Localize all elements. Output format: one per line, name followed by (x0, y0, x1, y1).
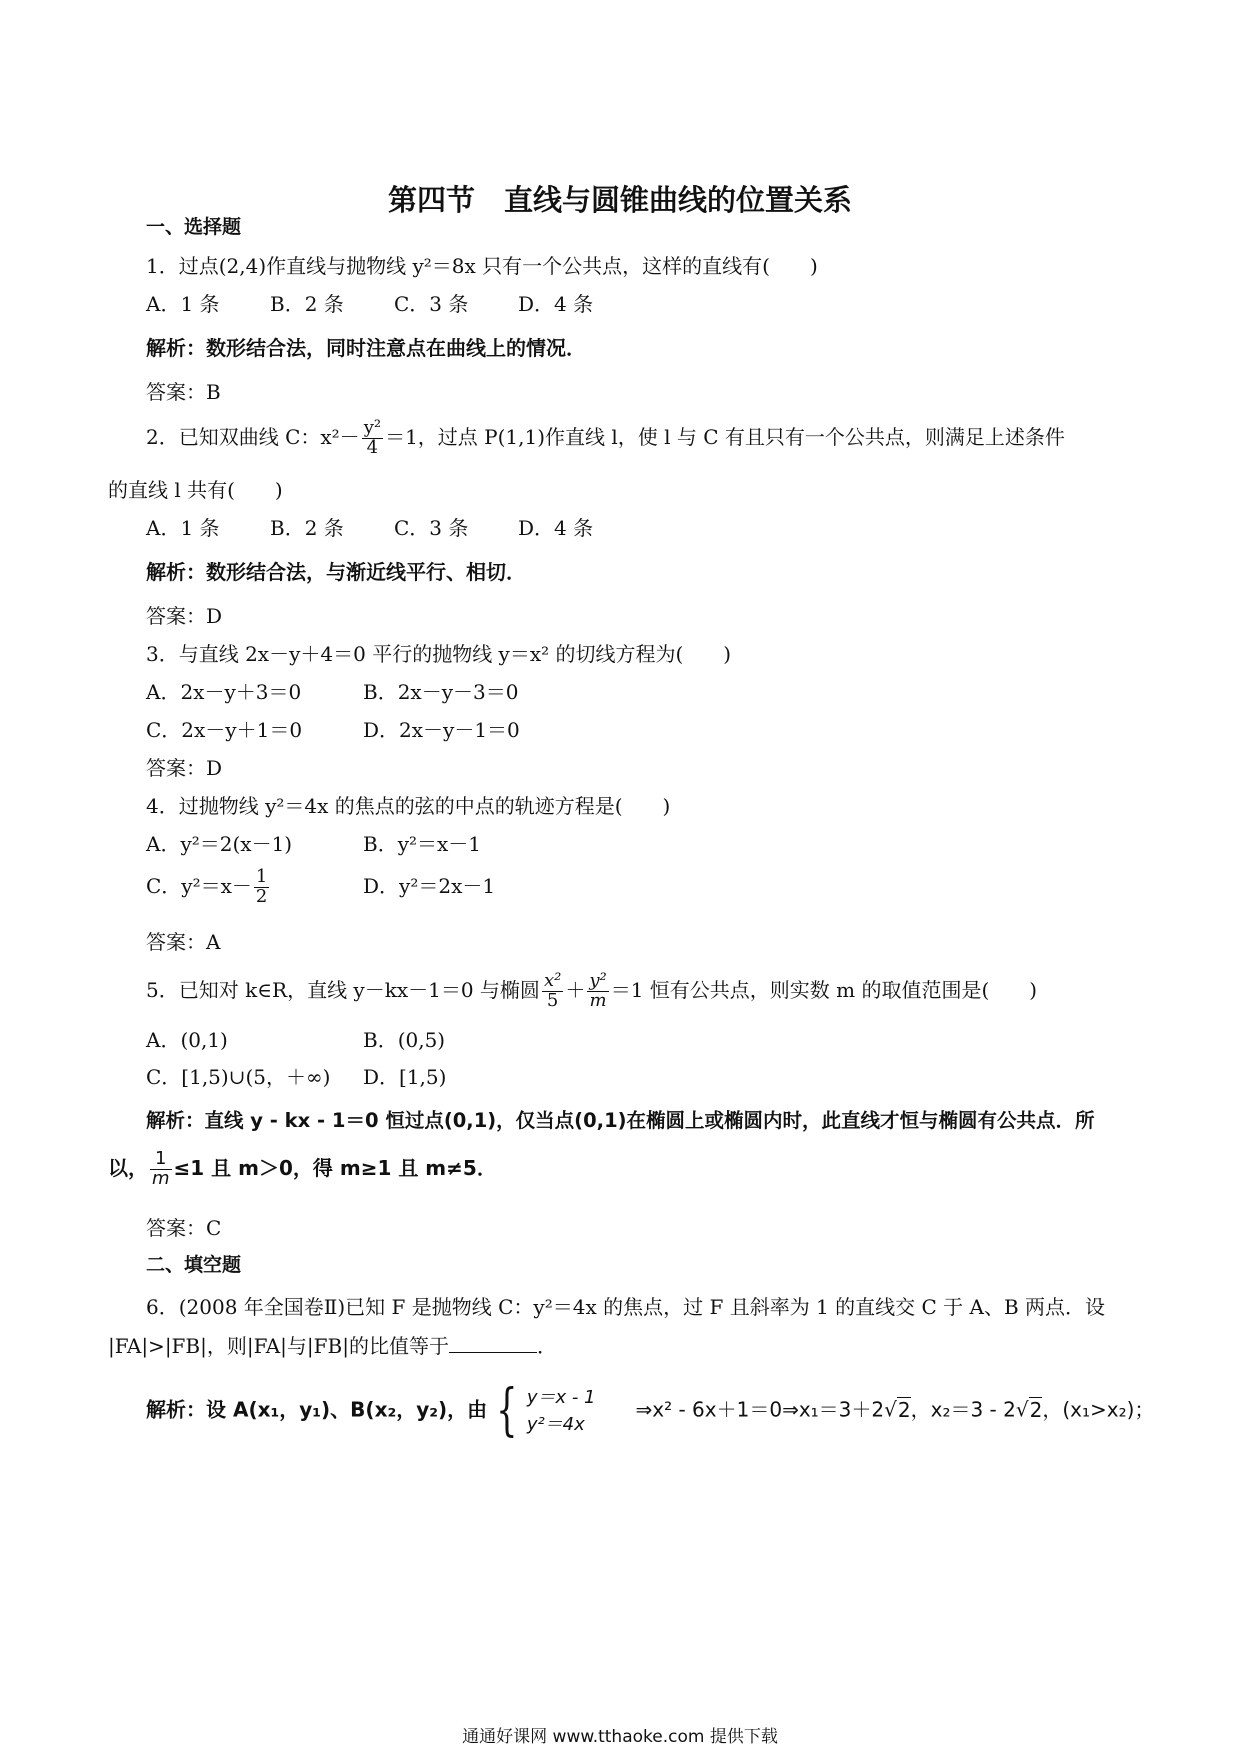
question-2-answer: 答案：D (146, 604, 223, 628)
page-footer: 通通好课网 www.tthaoke.com 提供下载 (462, 1727, 778, 1747)
question-5-options-row-1 (146, 1028, 445, 1052)
question-2-analysis: 解析：数形结合法，与渐近线平行、相切． (146, 560, 526, 584)
plus-sign: ＋ (565, 977, 586, 1002)
question-5-stem (146, 972, 1037, 1011)
question-3-answer: 答案：D (146, 756, 223, 780)
question-6-stem-end: ． (536, 1334, 557, 1358)
option-b: B．(0,5) (363, 1028, 446, 1052)
option-a: A．(0,1) (146, 1028, 228, 1052)
option-b: B．2 条 (270, 516, 344, 540)
question-1-stem: 1．过点(2,4)作直线与抛物线 y²＝8x 只有一个公共点，这样的直线有( ) (146, 254, 818, 278)
question-5-analysis-line-2 (108, 1150, 497, 1189)
analysis-x2: ，x₂＝3 - 2 (910, 1397, 1016, 1422)
fraction-denominator: m (589, 989, 607, 1011)
fraction-denominator: m (152, 1167, 170, 1189)
option-c: C．[1,5)∪(5，＋∞) (146, 1065, 331, 1089)
sqrt-symbol: √ (884, 1397, 897, 1422)
question-4-options-row-2 (146, 868, 495, 907)
fraction-numerator: 1 (255, 866, 268, 887)
option-b: B．2x－y－3＝0 (363, 680, 519, 704)
fraction-numerator: y² (363, 417, 382, 438)
question-2-options (146, 516, 593, 540)
option-d: D．2x－y－1＝0 (363, 718, 520, 742)
question-3-options-row-2 (146, 718, 520, 742)
option-c-text: C．y²＝x－ (146, 873, 252, 898)
section-heading-choice: 一、选择题 (146, 216, 242, 238)
fraction (254, 868, 269, 907)
sqrt-radicand: 2 (1029, 1397, 1043, 1422)
question-5-stem-b: ＝1 恒有公共点，则实数 m 的取值范围是( ) (610, 977, 1038, 1002)
fraction-y2-over-m (587, 972, 608, 1011)
question-3-options-row-1 (146, 680, 518, 704)
question-6-stem-line-1: 6．(2008 年全国卷Ⅱ)已知 F 是抛物线 C：y²＝4x 的焦点，过 F 且斜率为 1 的直线交 C 于 A、B 两点．设 (146, 1295, 1106, 1319)
option-d: D．[1,5) (363, 1065, 447, 1089)
sqrt-radicand: 2 (897, 1397, 911, 1422)
question-3-stem: 3．与直线 2x－y＋4＝0 平行的抛物线 y＝x² 的切线方程为( ) (146, 642, 732, 666)
question-5-analysis-line-1: 解析：直线 y - kx - 1＝0 恒过点(0,1)，仅当点(0,1)在椭圆上或椭圆内时，此直线才恒与椭圆有公共点．所 (146, 1109, 1095, 1132)
option-a: A．1 条 (146, 516, 220, 540)
fraction (362, 419, 383, 458)
section-heading-fill-in: 二、填空题 (146, 1254, 242, 1276)
fraction-numerator: x² (543, 970, 562, 991)
question-5-stem-a: 5．已知对 k∈R，直线 y－kx－1＝0 与椭圆 (146, 977, 540, 1002)
question-2-stem-a: 2．已知双曲线 C：x²－ (146, 424, 360, 449)
option-c: C．3 条 (394, 292, 469, 316)
fraction-1-over-m (150, 1150, 172, 1189)
fraction-numerator: y² (589, 970, 607, 991)
option-d: D．4 条 (518, 292, 594, 316)
fraction-x2-over-5 (542, 972, 563, 1011)
fraction-denominator: 5 (546, 989, 559, 1011)
option-c: C．3 条 (394, 516, 469, 540)
equation-system (527, 1384, 596, 1438)
fraction-denominator: 2 (255, 885, 268, 907)
left-brace: { (496, 1378, 518, 1443)
question-5-options-row-2 (146, 1065, 446, 1089)
question-4-answer: 答案：A (146, 930, 221, 954)
question-2-stem-c: 的直线 l 共有( ) (108, 478, 283, 502)
option-a: A．1 条 (146, 292, 220, 316)
system-equation-1: y＝x - 1 (526, 1387, 596, 1408)
question-6-analysis (146, 1378, 1155, 1443)
option-d: D．y²＝2x－1 (363, 873, 496, 898)
page-title: 第四节 直线与圆锥曲线的位置关系 (387, 183, 852, 217)
question-5-answer: 答案：C (146, 1216, 222, 1240)
question-1-options (146, 292, 593, 316)
question-1-answer: 答案：B (146, 380, 221, 404)
analysis-lead: 解析：设 A(x₁，y₁)、B(x₂，y₂)，由 (146, 1397, 488, 1422)
fraction-denominator: 4 (366, 436, 379, 458)
option-b: B．2 条 (270, 292, 344, 316)
fraction-numerator: 1 (150, 1150, 172, 1170)
analysis-derivation: ⇒x² - 6x＋1＝0⇒x₁＝3＋2 (635, 1397, 885, 1422)
option-c (146, 868, 363, 907)
answer-blank (449, 1336, 537, 1353)
analysis-prefix: 以， (108, 1155, 148, 1180)
option-d: D．4 条 (518, 516, 594, 540)
question-6-stem-line-2 (108, 1334, 557, 1358)
question-4-stem: 4．过抛物线 y²＝4x 的焦点的弦的中点的轨迹方程是( ) (146, 794, 671, 818)
option-a: A．y²＝2(x－1) (146, 832, 293, 856)
question-2-stem-b: ＝1，过点 P(1,1)作直线 l，使 l 与 C 有且只有一个公共点，则满足上述条件 (385, 424, 1065, 449)
sqrt-symbol: √ (1015, 1397, 1029, 1422)
option-c: C．2x－y＋1＝0 (146, 718, 303, 742)
analysis-tail: ，(x₁>x₂)； (1042, 1397, 1155, 1422)
question-6-stem-b: |FA|>|FB|，则|FA|与|FB|的比值等于 (108, 1334, 449, 1358)
question-1-analysis: 解析：数形结合法，同时注意点在曲线上的情况． (146, 336, 586, 360)
option-b: B．y²＝x－1 (363, 832, 482, 856)
question-4-options-row-1 (146, 832, 481, 856)
option-a: A．2x－y＋3＝0 (146, 680, 302, 704)
system-equation-2: y²＝4x (526, 1414, 585, 1435)
analysis-suffix: ≤1 且 m＞0，得 m≥1 且 m≠5． (173, 1155, 497, 1180)
question-2-stem (146, 419, 1065, 458)
